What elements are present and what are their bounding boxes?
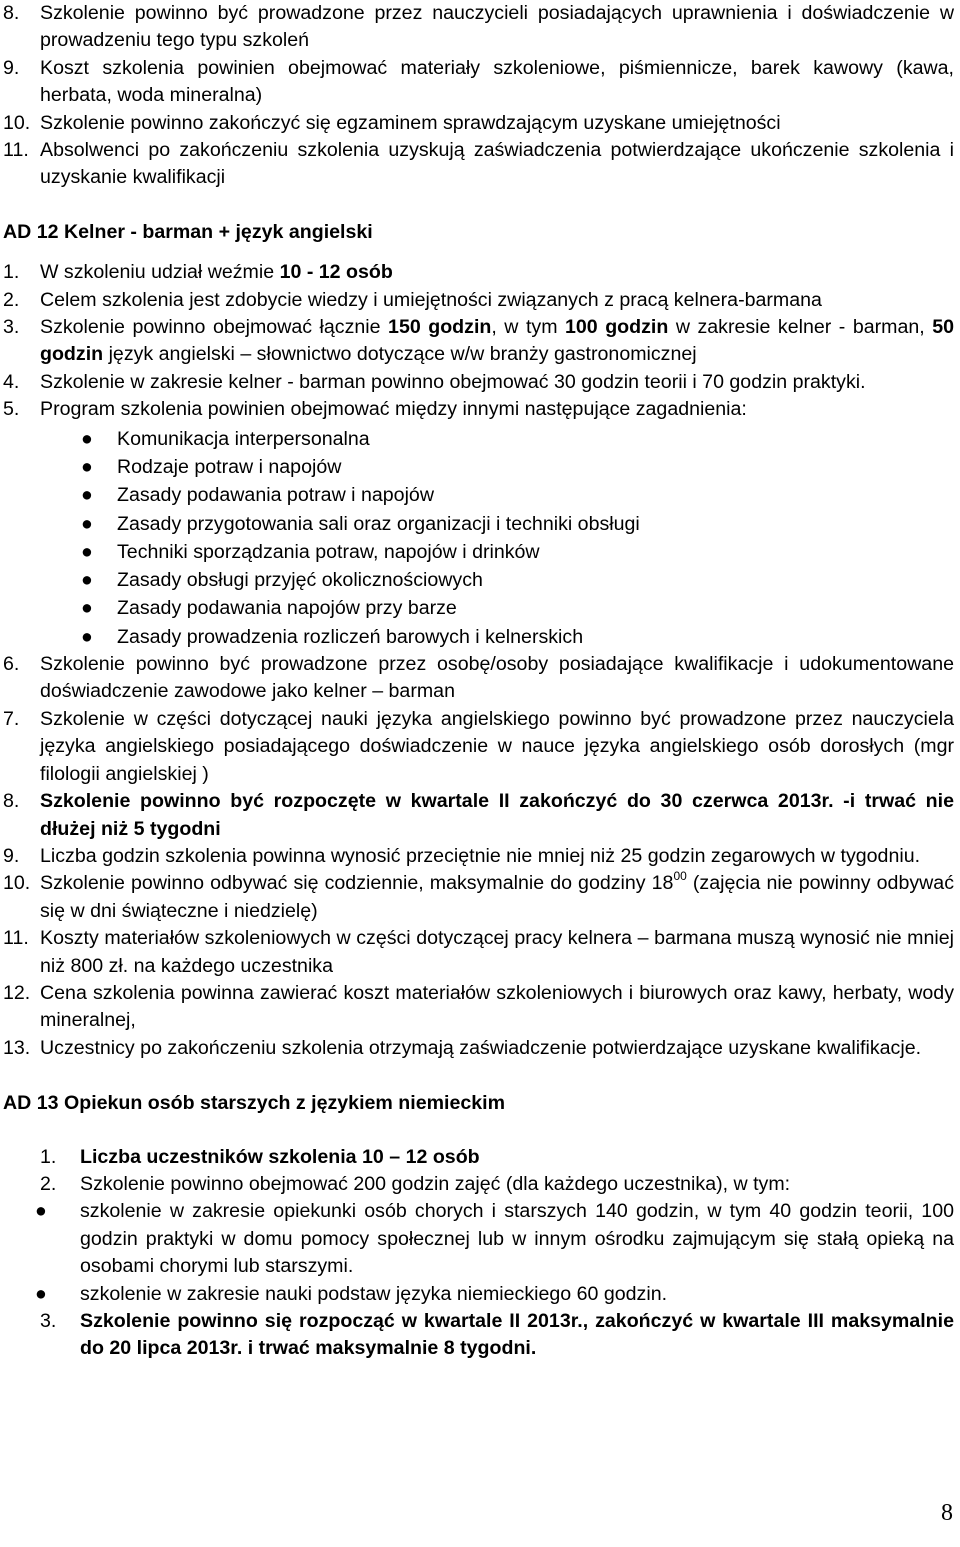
topic-item xyxy=(3,566,954,594)
item-text: , w tym xyxy=(491,316,566,339)
topic-text: Rodzaje potraw i napojów xyxy=(117,455,342,478)
item-emphasis: 50 godzin xyxy=(40,316,954,366)
item-text: Szkolenie powinno być prowadzone przez nauczycieli posiadających uprawnienia i doświadczenie w prowadzeniu tego typu szkoleń xyxy=(40,2,954,52)
list-item xyxy=(3,259,954,286)
bullet-icon: ● xyxy=(81,427,93,450)
list-item xyxy=(3,925,954,980)
topic-item xyxy=(3,538,954,566)
item-text: Uczestnicy po zakończeniu szkolenia otrzymają zaświadczenie potwierdzające uzyskane kwalifikacje. xyxy=(40,1036,922,1059)
list-item xyxy=(3,1035,954,1062)
bullet-icon: ● xyxy=(81,625,93,648)
topic-item xyxy=(3,425,954,453)
item-text: Szkolenie powinno się rozpocząć w kwartale II 2013r., zakończyć w kwartale III maksymalnie do 20 lipca 2013r. i trwać maksymalnie 8 tygodni. xyxy=(80,1310,954,1360)
item-number: 11. xyxy=(3,927,29,950)
bullet-text: szkolenie w zakresie opiekunki osób chorych i starszych 140 godzin, w tym 40 godzin teorii, 100 godzin praktyki w domu pomocy społecznej lub w innym ośrodku zajmującym się stałą opieką na osobami chorymi lub starszymi. xyxy=(80,1200,954,1278)
item-emphasis: 150 godzin xyxy=(388,316,492,339)
topic-text: Zasady przygotowania sali oraz organizacji i techniki obsługi xyxy=(117,512,640,535)
list-item xyxy=(3,843,954,870)
list-item xyxy=(3,706,954,788)
section-heading: AD 12 Kelner - barman + język angielski xyxy=(3,220,373,243)
item-text: Cena szkolenia powinna zawierać koszt materiałów szkoleniowych i biurowych oraz kawy, herbaty, wody mineralnej, xyxy=(40,981,954,1032)
item-text: Koszt szkolenia powinien obejmować materiały szkoleniowe, piśmiennicze, barek kawowy (kawa, herbata, woda mineralna) xyxy=(40,56,954,107)
section-ad12 xyxy=(0,219,960,1062)
item-number: 3. xyxy=(3,316,20,339)
page-number: 8 xyxy=(941,1500,953,1526)
bullet-text: szkolenie w zakresie nauki podstaw języka niemieckiego 60 godzin. xyxy=(80,1282,668,1305)
item-text: Szkolenie powinno zakończyć się egzaminem sprawdzającym uzyskane umiejętności xyxy=(40,111,781,134)
item-text: w zakresie kelner - barman, xyxy=(668,316,933,339)
item-number: 8. xyxy=(3,790,20,813)
item-number: 2. xyxy=(40,1172,57,1195)
topic-item xyxy=(3,481,954,509)
list-item xyxy=(3,55,954,110)
bullet-icon: ● xyxy=(81,597,93,620)
topic-text: Zasady obsługi przyjęć okolicznościowych xyxy=(117,569,483,592)
item-number: 1. xyxy=(3,261,20,284)
item-number: 5. xyxy=(3,398,20,421)
item-emphasis: 100 godzin xyxy=(565,316,669,339)
item-number: 9. xyxy=(3,56,20,79)
item-number: 7. xyxy=(3,707,20,730)
list-item xyxy=(3,651,954,706)
item-number: 3. xyxy=(40,1310,57,1332)
list-item xyxy=(3,870,954,925)
list-item xyxy=(3,396,954,423)
list-item xyxy=(3,287,954,314)
item-text: (zajęcia nie powinny odbywać się w dni świąteczne i niedzielę) xyxy=(40,872,954,922)
list-item xyxy=(3,1308,954,1363)
list-item xyxy=(3,314,954,369)
item-number: 13. xyxy=(3,1036,31,1059)
topic-text: Zasady podawania napojów przy barze xyxy=(117,597,457,620)
bullet-icon: ● xyxy=(35,1200,47,1223)
item-text: Szkolenie powinno być rozpoczęte w kwartale II zakończyć do 30 czerwca 2013r. -i trwać nie dłużej niż 5 tygodni xyxy=(40,790,954,840)
bullet-icon: ● xyxy=(81,455,93,478)
list-item xyxy=(3,788,954,843)
item-text: Szkolenie powinno odbywać się codziennie, maksymalnie do godziny 18 xyxy=(40,872,674,895)
item-text: Liczba godzin szkolenia powinna wynosić przeciętnie nie mniej niż 25 godzin zegarowych w tygodniu. xyxy=(40,844,921,867)
item-number: 12. xyxy=(3,981,31,1004)
topic-item xyxy=(3,510,954,538)
topic-item xyxy=(3,453,954,481)
continued-list xyxy=(0,0,960,192)
item-text: Szkolenie powinno być prowadzone przez osobę/osoby posiadające kwalifikacje i udokumentowane doświadczenie zawodowe jako kelner – barman xyxy=(40,653,954,703)
item-text: Koszty materiałów szkoleniowych w części dotyczącej pracy kelnera – barmana muszą wynosić nie mniej niż 800 zł. na każdego uczestnika xyxy=(40,927,954,977)
topic-text: Zasady podawania potraw i napojów xyxy=(117,484,434,507)
section-ad13 xyxy=(0,1090,960,1363)
bullet-item xyxy=(3,1198,954,1280)
item-text: Celem szkolenia jest zdobycie wiedzy i umiejętności związanych z pracą kelnera-barmana xyxy=(40,288,822,311)
list-item xyxy=(3,980,954,1035)
topic-text: Zasady prowadzenia rozliczeń barowych i kelnerskich xyxy=(117,625,584,648)
item-text: Szkolenie w zakresie kelner - barman powinno obejmować 30 godzin teorii i 70 godzin praktyki. xyxy=(40,370,866,393)
item-number: 10. xyxy=(3,872,31,895)
item-text: Szkolenie powinno obejmować łącznie xyxy=(40,316,389,339)
bullet-icon: ● xyxy=(81,484,93,507)
item-number: 11. xyxy=(3,139,29,162)
item-text: Program szkolenia powinien obejmować między innymi następujące zagadnienia: xyxy=(40,398,747,421)
list-item xyxy=(3,137,954,192)
list-item xyxy=(3,1171,954,1198)
bullet-icon: ● xyxy=(35,1282,47,1305)
topic-list xyxy=(3,425,954,651)
item-text: Liczba uczestników szkolenia 10 – 12 osób xyxy=(80,1145,480,1168)
section-heading: AD 13 Opiekun osób starszych z językiem niemieckim xyxy=(3,1092,506,1115)
superscript: 00 xyxy=(673,868,687,883)
item-text: Absolwenci po zakończeniu szkolenia uzyskują zaświadczenia potwierdzające ukończenie szkolenia i uzyskanie kwalifikacji xyxy=(40,139,954,189)
item-number: 4. xyxy=(3,370,20,393)
item-text: Szkolenie w części dotyczącej nauki języka angielskiego powinno być prowadzone przez nauczyciela języka angielskiego posiadającego doświadczenie w nauce języka angielskiego osób dorosłych (mgr filologii angielskiej ) xyxy=(40,707,954,785)
bullet-icon: ● xyxy=(81,540,93,563)
item-number: 8. xyxy=(3,2,20,24)
item-emphasis: 10 - 12 osób xyxy=(279,261,393,284)
item-text: język angielski – słownictwo dotyczące w/w branży gastronomicznej xyxy=(103,343,697,366)
topic-text: Komunikacja interpersonalna xyxy=(117,427,370,450)
item-number: 2. xyxy=(3,288,20,311)
item-number: 6. xyxy=(3,653,20,676)
item-number: 10. xyxy=(3,111,31,134)
item-text: Szkolenie powinno obejmować 200 godzin zajęć (dla każdego uczestnika), w tym: xyxy=(80,1172,791,1195)
bullet-icon: ● xyxy=(81,512,93,535)
list-item xyxy=(3,0,954,55)
list-item xyxy=(3,369,954,396)
topic-text: Techniki sporządzania potraw, napojów i drinków xyxy=(117,540,540,563)
item-number: 1. xyxy=(40,1145,57,1168)
bullet-icon: ● xyxy=(81,569,93,592)
item-number: 9. xyxy=(3,844,20,867)
topic-item xyxy=(3,594,954,622)
list-item xyxy=(3,110,954,137)
item-text: W szkoleniu udział weźmie xyxy=(40,261,280,284)
bullet-item xyxy=(3,1281,954,1308)
topic-item xyxy=(3,623,954,651)
list-item xyxy=(3,1144,954,1171)
